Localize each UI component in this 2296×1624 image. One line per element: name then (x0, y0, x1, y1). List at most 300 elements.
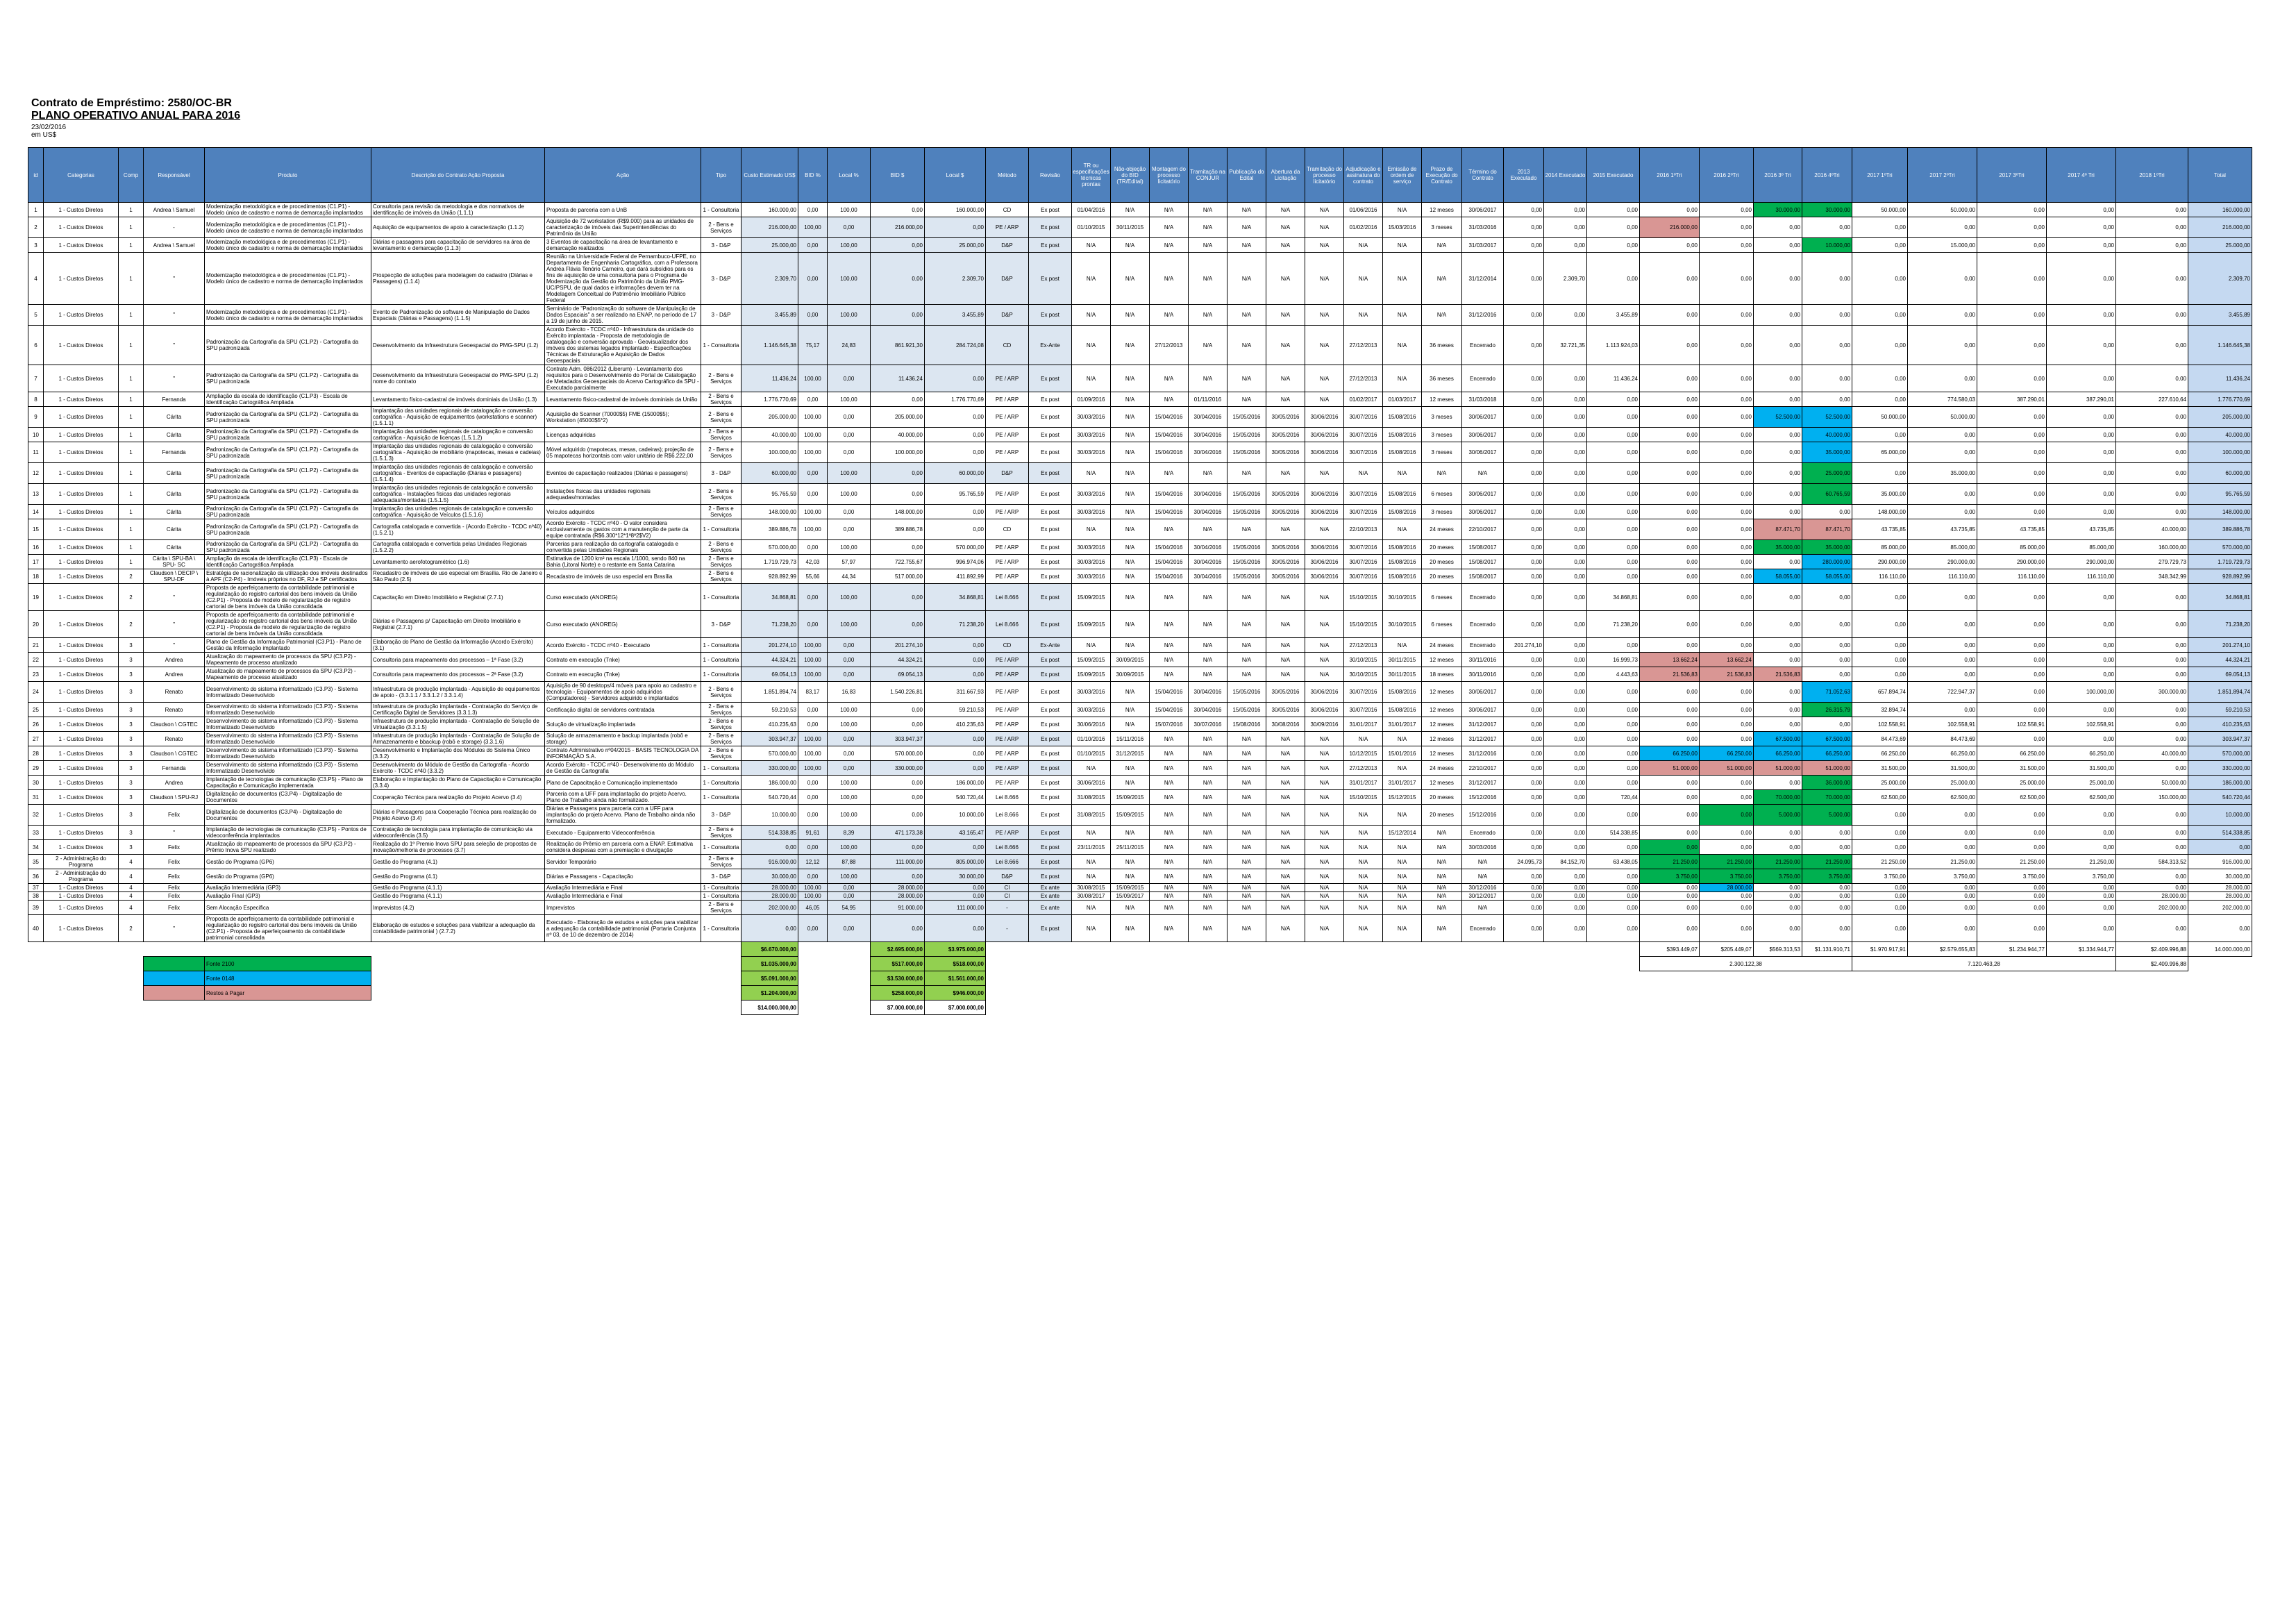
cell-q9-r24: 300.000,00 (2116, 682, 2188, 703)
cell-conj-r37: N/A (1189, 884, 1227, 892)
table-row-34 (28, 840, 2252, 855)
cell-cat-r15: 1 - Custos Diretos (44, 519, 119, 540)
cell-q6-r27: 84.473,69 (1908, 732, 1977, 746)
table-row-15 (28, 519, 2252, 540)
table-row-8 (28, 392, 2252, 407)
cell-total-r38: 28.000,00 (2188, 892, 2252, 901)
cell-e15-r35: 63.438,05 (1587, 855, 1640, 869)
cell-q3-r29: 51.000,00 (1754, 761, 1802, 776)
col-header-15: TR ou especificações técnicas prontas (1072, 148, 1111, 203)
cell-q1-r30: 0,00 (1640, 776, 1700, 790)
cell-resp-r35: Felix (144, 855, 205, 869)
cell-q3-r23: 21.536,83 (1754, 667, 1802, 682)
footer-2016-total: 2.300.122,38 (1640, 957, 1852, 971)
cell-met-r29: PE / ARP (986, 761, 1029, 776)
cell-q6-r25: 0,00 (1908, 703, 1977, 717)
cell-n-r25: 25 (28, 703, 44, 717)
cell-tr-r6: N/A (1072, 326, 1111, 365)
cell-tram-r22: N/A (1305, 653, 1344, 667)
cell-met-r6: CD (986, 326, 1029, 365)
cell-tr-r18: 30/03/2016 (1072, 569, 1111, 584)
cell-q9-r9: 0,00 (2116, 407, 2188, 428)
cell-bidp-r16: 0,00 (798, 540, 828, 555)
cell-term-r33: Encerrado (1462, 826, 1504, 840)
footer-2017-total: 7.120.463,28 (1852, 957, 2116, 971)
cell-prazo-r20: 6 meses (1422, 611, 1462, 638)
cell-conj-r40: N/A (1189, 915, 1227, 942)
cell-acao-r29: Acordo Exército - TCDC nº40 - Desenvolvimento do Módulo de Gestão da Cartografia (545, 761, 701, 776)
cell-conj-r1: N/A (1189, 203, 1227, 217)
cell-q6-r13: 0,00 (1908, 484, 1977, 505)
cell-n-r5: 5 (28, 305, 44, 326)
cell-e15-r37: 0,00 (1587, 884, 1640, 892)
col-header-35: 2017 3ºTri (1977, 148, 2047, 203)
cell-q2-r7: 0,00 (1700, 365, 1754, 392)
cell-cat-r17: 1 - Custos Diretos (44, 555, 119, 569)
cell-emis-r24: 15/08/2016 (1383, 682, 1422, 703)
cell-q5-r18: 116.110,00 (1852, 569, 1908, 584)
cell-e14-r35: 84.152,70 (1544, 855, 1587, 869)
cell-e14-r24: 0,00 (1544, 682, 1587, 703)
cell-tr-r40: N/A (1072, 915, 1111, 942)
cell-bidp-r24: 83,17 (798, 682, 828, 703)
cell-q5-r25: 32.894,74 (1852, 703, 1908, 717)
cell-tipo-r20: 3 - D&P (701, 611, 741, 638)
cell-e13-r11: 0,00 (1504, 442, 1544, 463)
cell-e15-r27: 0,00 (1587, 732, 1640, 746)
cell-tipo-r32: 3 - D&P (701, 805, 741, 826)
cell-tram-r5: N/A (1305, 305, 1344, 326)
cell-nobj-r27: 15/11/2016 (1111, 732, 1150, 746)
footer-blank (28, 1001, 741, 1015)
table-row-10 (28, 428, 2252, 442)
cell-desc-r1: Consultoria para revisão da metodologia e dos normativos de identificação de imóveis da União (1.1.1) (371, 203, 545, 217)
cell-total-r28: 570.000,00 (2188, 746, 2252, 761)
cell-bid-r25: 0,00 (871, 703, 925, 717)
cell-mont-r1: N/A (1150, 203, 1189, 217)
cell-total-r6: 1.146.645,38 (2188, 326, 2252, 365)
cell-mont-r39: N/A (1150, 901, 1189, 915)
cell-e13-r9: 0,00 (1504, 407, 1544, 428)
cell-emis-r26: 31/01/2017 (1383, 717, 1422, 732)
cell-q7-r35: 21.250,00 (1977, 855, 2047, 869)
cell-q4-r3: 10.000,00 (1802, 238, 1852, 253)
cell-custo-r33: 514.338,85 (741, 826, 798, 840)
cell-nobj-r25: N/A (1111, 703, 1150, 717)
cell-e14-r2: 0,00 (1544, 217, 1587, 238)
cell-total-r15: 389.886,78 (2188, 519, 2252, 540)
cell-nobj-r35: N/A (1111, 855, 1150, 869)
cell-mont-r34: N/A (1150, 840, 1189, 855)
cell-desc-r12: Implantação das unidades regionais de catalogação e conversão cartográfica - Eventos de capacitação (Diárias e passagens) (1.5.1.4) (371, 463, 545, 484)
cell-prod-r18: Estratégia de racionalização da utilização dos imóveis destinados à APF (C2-P4) - Imóveis próprios no DF, RJ e SP certificados (205, 569, 371, 584)
cell-prazo-r8: 12 meses (1422, 392, 1462, 407)
cell-q2-r21: 0,00 (1700, 638, 1754, 653)
cell-desc-r5: Evento de Padronização do software de Manipulação de Dados Espaciais (Diárias e Passagens) (1.1.5) (371, 305, 545, 326)
cell-desc-r27: Infraestrutura de produção implantada - Contratação de Solução de Armazenamento e bbackup (robô e storage) (3.3.1.6) (371, 732, 545, 746)
cell-q5-r19: 0,00 (1852, 584, 1908, 611)
cell-e15-r13: 0,00 (1587, 484, 1640, 505)
cell-acao-r40: Executado - Elaboração de estudos e soluções para viabilizar a adequação da contabilidade patrimonial (Portaria Conjunta nº 03, de 10 de dezembro de 2014) (545, 915, 701, 942)
cell-tipo-r35: 2 - Bens e Serviços (701, 855, 741, 869)
cell-bidp-r20: 0,00 (798, 611, 828, 638)
cell-e13-r21: 201.274,10 (1504, 638, 1544, 653)
cell-e13-r7: 0,00 (1504, 365, 1544, 392)
cell-tipo-r36: 3 - D&P (701, 869, 741, 884)
cell-q5-r12: 0,00 (1852, 463, 1908, 484)
cell-tr-r27: 01/10/2016 (1072, 732, 1111, 746)
cell-prod-r39: Sem Alocação Específica (205, 901, 371, 915)
footer-local-total-0: $3.975.000,00 (925, 942, 986, 957)
cell-q6-r32: 0,00 (1908, 805, 1977, 826)
cell-abert-r36: N/A (1266, 869, 1305, 884)
cell-loc-r29: 0,00 (925, 761, 986, 776)
cell-e14-r28: 0,00 (1544, 746, 1587, 761)
cell-bid-r7: 11.436,24 (871, 365, 925, 392)
cell-tr-r19: 15/09/2015 (1072, 584, 1111, 611)
cell-e15-r9: 0,00 (1587, 407, 1640, 428)
cell-q4-r7: 0,00 (1802, 365, 1852, 392)
cell-resp-r5: " (144, 305, 205, 326)
cell-tipo-r15: 1 - Consultoria (701, 519, 741, 540)
cell-q2-r16: 0,00 (1700, 540, 1754, 555)
cell-q4-r21: 0,00 (1802, 638, 1852, 653)
cell-adj-r10: 30/07/2016 (1344, 428, 1383, 442)
cell-bid-r6: 861.921,30 (871, 326, 925, 365)
cell-prod-r5: Modernização metodológica e de procedimentos (C1.P1) - Modelo único de cadastro e norma de demarcação implantados (205, 305, 371, 326)
cell-mont-r40: N/A (1150, 915, 1189, 942)
cell-custo-r11: 100.000,00 (741, 442, 798, 463)
col-header-22: Adjudicação e assinatura do contrato (1344, 148, 1383, 203)
cell-term-r9: 30/06/2017 (1462, 407, 1504, 428)
cell-tipo-r11: 2 - Bens e Serviços (701, 442, 741, 463)
cell-q8-r32: 0,00 (2047, 805, 2116, 826)
cell-publ-r38: N/A (1227, 892, 1266, 901)
cell-mont-r8: N/A (1150, 392, 1189, 407)
cell-tr-r32: 31/08/2015 (1072, 805, 1111, 826)
cell-locp-r32: 100,00 (828, 805, 871, 826)
cell-tipo-r2: 2 - Bens e Serviços (701, 217, 741, 238)
cell-e15-r33: 514.338,85 (1587, 826, 1640, 840)
cell-q3-r34: 0,00 (1754, 840, 1802, 855)
cell-q1-r19: 0,00 (1640, 584, 1700, 611)
cell-q7-r10: 0,00 (1977, 428, 2047, 442)
cell-nobj-r22: 30/09/2015 (1111, 653, 1150, 667)
cell-tram-r8: N/A (1305, 392, 1344, 407)
cell-e14-r33: 0,00 (1544, 826, 1587, 840)
cell-cat-r20: 1 - Custos Diretos (44, 611, 119, 638)
cell-tram-r15: N/A (1305, 519, 1344, 540)
cell-met-r25: PE / ARP (986, 703, 1029, 717)
footer-blank (798, 986, 871, 1001)
cell-cat-r25: 1 - Custos Diretos (44, 703, 119, 717)
cell-q5-r16: 85.000,00 (1852, 540, 1908, 555)
cell-nobj-r29: N/A (1111, 761, 1150, 776)
cell-q8-r40: 0,00 (2047, 915, 2116, 942)
cell-resp-r1: Andrea \ Samuel (144, 203, 205, 217)
cell-q1-r25: 0,00 (1640, 703, 1700, 717)
cell-resp-r26: Claudson \ CGTEC (144, 717, 205, 732)
cell-emis-r9: 15/08/2016 (1383, 407, 1422, 428)
cell-e13-r18: 0,00 (1504, 569, 1544, 584)
cell-rev-r36: Ex post (1029, 869, 1072, 884)
cell-prod-r28: Desenvolvimento do sistema informatizado (C3.P3) - Sistema Informatizado Desenvolvido (205, 746, 371, 761)
cell-q8-r17: 290.000,00 (2047, 555, 2116, 569)
cell-bid-r31: 0,00 (871, 790, 925, 805)
cell-total-r14: 148.000,00 (2188, 505, 2252, 519)
cell-publ-r19: N/A (1227, 584, 1266, 611)
cell-tram-r7: N/A (1305, 365, 1344, 392)
cell-q4-r27: 67.500,00 (1802, 732, 1852, 746)
cell-tr-r26: 30/06/2016 (1072, 717, 1111, 732)
cell-conj-r12: N/A (1189, 463, 1227, 484)
cell-n-r31: 31 (28, 790, 44, 805)
table-row-27 (28, 732, 2252, 746)
cell-custo-r39: 202.000,00 (741, 901, 798, 915)
cell-rev-r10: Ex post (1029, 428, 1072, 442)
cell-publ-r3: N/A (1227, 238, 1266, 253)
cell-conj-r29: N/A (1189, 761, 1227, 776)
legend-swatch-0 (144, 957, 205, 971)
cell-loc-r18: 411.892,99 (925, 569, 986, 584)
cell-publ-r31: N/A (1227, 790, 1266, 805)
cell-tram-r17: 30/06/2016 (1305, 555, 1344, 569)
cell-emis-r35: N/A (1383, 855, 1422, 869)
cell-locp-r9: 0,00 (828, 407, 871, 428)
footer-row-0 (28, 942, 2252, 957)
cell-abert-r31: N/A (1266, 790, 1305, 805)
cell-e15-r12: 0,00 (1587, 463, 1640, 484)
cell-acao-r17: Estimativa de 1200 km² na escala 1/1000, sendo 840 na Bahia (Litoral Norte) e o restante em Santa Catarina (545, 555, 701, 569)
cell-adj-r27: N/A (1344, 732, 1383, 746)
cell-term-r18: 15/08/2017 (1462, 569, 1504, 584)
cell-q9-r1: 0,00 (2116, 203, 2188, 217)
cell-adj-r11: 30/07/2016 (1344, 442, 1383, 463)
cell-mont-r9: 15/04/2016 (1150, 407, 1189, 428)
cell-total-r22: 44.324,21 (2188, 653, 2252, 667)
cell-adj-r24: 30/07/2016 (1344, 682, 1383, 703)
cell-total-r17: 1.719.729,73 (2188, 555, 2252, 569)
cell-met-r22: PE / ARP (986, 653, 1029, 667)
cell-n-r28: 28 (28, 746, 44, 761)
cell-term-r27: 31/12/2017 (1462, 732, 1504, 746)
cell-q1-r12: 0,00 (1640, 463, 1700, 484)
cell-resp-r3: Andrea \ Samuel (144, 238, 205, 253)
cell-loc-r32: 10.000,00 (925, 805, 986, 826)
cell-q9-r27: 0,00 (2116, 732, 2188, 746)
cell-cat-r37: 1 - Custos Diretos (44, 884, 119, 892)
cell-e14-r37: 0,00 (1544, 884, 1587, 892)
cell-publ-r24: 15/05/2016 (1227, 682, 1266, 703)
table-row-39 (28, 901, 2252, 915)
cell-bidp-r15: 100,00 (798, 519, 828, 540)
cell-abert-r25: 30/05/2016 (1266, 703, 1305, 717)
cell-conj-r39: N/A (1189, 901, 1227, 915)
cell-n-r23: 23 (28, 667, 44, 682)
cell-comp-r6: 1 (119, 326, 144, 365)
cell-e15-r20: 71.238,20 (1587, 611, 1640, 638)
cell-acao-r31: Parceria com a UFF para implantação do projeto Acervo. Plano de Trabalho ainda não formalizado. (545, 790, 701, 805)
cell-prazo-r33: N/A (1422, 826, 1462, 840)
cell-custo-r25: 59.210,53 (741, 703, 798, 717)
cell-term-r36: N/A (1462, 869, 1504, 884)
footer-blank (986, 971, 2252, 986)
cell-e13-r40: 0,00 (1504, 915, 1544, 942)
cell-publ-r2: N/A (1227, 217, 1266, 238)
cell-nobj-r16: N/A (1111, 540, 1150, 555)
cell-q5-r2: 0,00 (1852, 217, 1908, 238)
cell-q4-r4: 0,00 (1802, 253, 1852, 305)
cell-q8-r15: 43.735,85 (2047, 519, 2116, 540)
cell-conj-r8: 01/11/2016 (1189, 392, 1227, 407)
cell-loc-r4: 2.309,70 (925, 253, 986, 305)
cell-e13-r34: 0,00 (1504, 840, 1544, 855)
cell-acao-r25: Certificação digital de servidores contratada (545, 703, 701, 717)
cell-cat-r1: 1 - Custos Diretos (44, 203, 119, 217)
cell-met-r34: Lei 8.666 (986, 840, 1029, 855)
col-header-7: Tipo (701, 148, 741, 203)
cell-q4-r28: 66.250,00 (1802, 746, 1852, 761)
cell-adj-r2: 01/02/2016 (1344, 217, 1383, 238)
cell-cat-r18: 1 - Custos Diretos (44, 569, 119, 584)
cell-nobj-r20: N/A (1111, 611, 1150, 638)
cell-q1-r29: 51.000,00 (1640, 761, 1700, 776)
cell-q9-r40: 0,00 (2116, 915, 2188, 942)
cell-e15-r39: 0,00 (1587, 901, 1640, 915)
cell-comp-r25: 3 (119, 703, 144, 717)
cell-comp-r36: 4 (119, 869, 144, 884)
cell-acao-r24: Aquisição de 90 desktops/4 móveis para apoio ao cadastro e tecnologia - Equipamentos de apoio adquiridos (Computadores) - Servidores adquirido e implantados (545, 682, 701, 703)
cell-bidp-r26: 0,00 (798, 717, 828, 732)
cell-q3-r31: 70.000,00 (1754, 790, 1802, 805)
cell-total-r34: 0,00 (2188, 840, 2252, 855)
cell-term-r1: 30/06/2017 (1462, 203, 1504, 217)
cell-mont-r18: 15/04/2016 (1150, 569, 1189, 584)
cell-q4-r30: 36.000,00 (1802, 776, 1852, 790)
cell-q4-r39: 0,00 (1802, 901, 1852, 915)
cell-tipo-r17: 2 - Bens e Serviços (701, 555, 741, 569)
cell-tram-r23: N/A (1305, 667, 1344, 682)
cell-bidp-r35: 12,12 (798, 855, 828, 869)
cell-bid-r5: 0,00 (871, 305, 925, 326)
col-header-12: Local $ (925, 148, 986, 203)
cell-mont-r38: N/A (1150, 892, 1189, 901)
col-header-36: 2017 4º Tri (2047, 148, 2116, 203)
cell-rev-r15: Ex post (1029, 519, 1072, 540)
cell-q2-r18: 0,00 (1700, 569, 1754, 584)
cell-q7-r8: 387.290,01 (1977, 392, 2047, 407)
cell-adj-r19: 15/10/2015 (1344, 584, 1383, 611)
cell-acao-r35: Servidor Temporário (545, 855, 701, 869)
cell-locp-r12: 100,00 (828, 463, 871, 484)
cell-resp-r9: Cárita (144, 407, 205, 428)
cell-comp-r5: 1 (119, 305, 144, 326)
cell-locp-r6: 24,83 (828, 326, 871, 365)
cell-q8-r5: 0,00 (2047, 305, 2116, 326)
cell-prazo-r15: 24 meses (1422, 519, 1462, 540)
cell-publ-r12: N/A (1227, 463, 1266, 484)
cell-publ-r21: N/A (1227, 638, 1266, 653)
cell-nobj-r32: 15/09/2015 (1111, 805, 1150, 826)
cell-tram-r27: N/A (1305, 732, 1344, 746)
cell-q8-r20: 0,00 (2047, 611, 2116, 638)
cell-q9-r13: 0,00 (2116, 484, 2188, 505)
cell-prazo-r6: 36 meses (1422, 326, 1462, 365)
cell-term-r7: Encerrado (1462, 365, 1504, 392)
cell-q1-r9: 0,00 (1640, 407, 1700, 428)
legend-label-1: Fonte 0148 (205, 971, 371, 986)
cell-q1-r35: 21.250,00 (1640, 855, 1700, 869)
cell-e14-r30: 0,00 (1544, 776, 1587, 790)
cell-q4-r1: 30.000,00 (1802, 203, 1852, 217)
table-row-26 (28, 717, 2252, 732)
cell-bid-r30: 0,00 (871, 776, 925, 790)
cell-cat-r16: 1 - Custos Diretos (44, 540, 119, 555)
cell-q4-r24: 71.052,63 (1802, 682, 1852, 703)
cell-q3-r40: 0,00 (1754, 915, 1802, 942)
cell-rev-r35: Ex post (1029, 855, 1072, 869)
col-header-17: Montagem do processo licitatório (1150, 148, 1189, 203)
cell-conj-r36: N/A (1189, 869, 1227, 884)
cell-custo-r40: 0,00 (741, 915, 798, 942)
cell-resp-r18: Claudson \ DECIP \ SPU-DF (144, 569, 205, 584)
cell-q3-r17: 0,00 (1754, 555, 1802, 569)
col-header-11: BID $ (871, 148, 925, 203)
col-header-19: Publicação do Edital (1227, 148, 1266, 203)
cell-q9-r18: 348.342,99 (2116, 569, 2188, 584)
cell-q8-r23: 0,00 (2047, 667, 2116, 682)
footer-row-1 (28, 957, 2252, 971)
cell-emis-r13: 15/08/2016 (1383, 484, 1422, 505)
cell-term-r24: 30/06/2017 (1462, 682, 1504, 703)
cell-nobj-r24: N/A (1111, 682, 1150, 703)
cell-q3-r22: 0,00 (1754, 653, 1802, 667)
col-header-18: Tramitação na CONJUR (1189, 148, 1227, 203)
cell-e15-r24: 0,00 (1587, 682, 1640, 703)
cell-locp-r20: 100,00 (828, 611, 871, 638)
cell-term-r20: Encerrado (1462, 611, 1504, 638)
table-row-22 (28, 653, 2252, 667)
cell-tipo-r5: 3 - D&P (701, 305, 741, 326)
cell-tr-r36: N/A (1072, 869, 1111, 884)
cell-adj-r9: 30/07/2016 (1344, 407, 1383, 428)
cell-e13-r35: 24.095,73 (1504, 855, 1544, 869)
footer-blank (798, 971, 871, 986)
cell-e13-r19: 0,00 (1504, 584, 1544, 611)
cell-total-r31: 540.720,44 (2188, 790, 2252, 805)
cell-publ-r28: N/A (1227, 746, 1266, 761)
cell-rev-r11: Ex post (1029, 442, 1072, 463)
cell-e14-r21: 0,00 (1544, 638, 1587, 653)
cell-q9-r12: 0,00 (2116, 463, 2188, 484)
cell-tr-r16: 30/03/2016 (1072, 540, 1111, 555)
cell-comp-r9: 1 (119, 407, 144, 428)
cell-prazo-r34: N/A (1422, 840, 1462, 855)
cell-q6-r18: 116.110,00 (1908, 569, 1977, 584)
cell-bid-r12: 0,00 (871, 463, 925, 484)
cell-e13-r16: 0,00 (1504, 540, 1544, 555)
cell-custo-r2: 216.000,00 (741, 217, 798, 238)
cell-resp-r32: Felix (144, 805, 205, 826)
cell-cat-r36: 2 - Administração do Programa (44, 869, 119, 884)
col-header-0: id (28, 148, 44, 203)
cell-q4-r32: 5.000,00 (1802, 805, 1852, 826)
cell-rev-r33: Ex post (1029, 826, 1072, 840)
cell-mont-r24: 15/04/2016 (1150, 682, 1189, 703)
cell-rev-r30: Ex post (1029, 776, 1072, 790)
cell-q2-r8: 0,00 (1700, 392, 1754, 407)
cell-locp-r27: 0,00 (828, 732, 871, 746)
